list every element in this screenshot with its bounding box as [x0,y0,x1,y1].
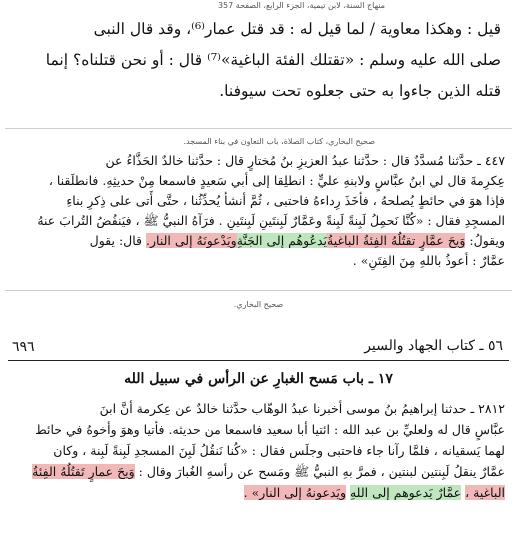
source-caption-minhaj: منهاج السنة، لابن تيمية، الجزء الرابع، الصفحة 357 [217,1,385,10]
text-segment: ويقولُ: [465,233,505,248]
text-line [9,231,505,251]
text-line: ٢٨١٢ ـ حدثنا إبراهيمُ بنُ موسى أخبرنا عبدُ الوهّاب حدَّثنا خالدٌ عن عِكرمة أنَّ ابنَ [99,401,505,416]
source-caption-bukhari-salat: صحيح البخاري، كتاب الصلاة، باب التعاون في بناء المسجد. [183,137,375,146]
highlight-red: وَيحَ عمَّارٍ تقتُلُهُ الفِئةُ الباغيةُ [327,233,466,248]
text-line: ٤٤٧ ـ حدَّثنا مُسدَّدٌ قال : حدَّثنا عبدُ العزيزِ بنُ مُختارٍ قال : حدَّثنا خالدٌ الحَذَّاءُ عن [105,153,505,168]
text-line: المسجِدِ فقال : «كُنَّا نَحمِلُ لَبِنةً لَبِنةً وعَمَّارٌ لَبِنتَينِ لَبِنتَينِ . فرَآهُ النبيُّ ﷺ ، فيَنفُضُ التُرابَ عنهُ [37,213,505,228]
paragraph-hadith-447 [9,151,505,271]
text-line: عمَّارٌ : أعوذُ باللهِ مِنَ الفِتَنِ» . [352,253,505,268]
text-line: قيل : وهكذا معاوية / لما قيل له : قد قتل عمار⁽⁶⁾، وقد قال النبى [93,20,501,38]
text-line: قتله الذين جاءوا به حتى جعلوه تحت سيوفنا. [219,82,501,100]
chapter-title: ١٧ ـ باب مَسح الغبارِ عن الرأس في سبيل الله [124,371,393,387]
text-line [9,461,505,482]
highlight-green: يَدعُوهُم إلى الجَنَّةِ [236,233,328,248]
text-line [9,482,505,503]
running-header: ٥٦ ـ كتاب الجهاد والسير [364,338,503,354]
section-divider [5,128,512,129]
highlight-red: ويَدعونهُ إلى النار» . [243,485,346,500]
text-line: صلى الله عليه وسلم : «تقتلك الفئة الباغية»⁽⁷⁾ قال : أو نحن قتلناه؟ إنما [45,51,501,69]
paragraph-minhaj [11,14,501,107]
text-line: فإذا هوَ في حائطٍ يُصلحهُ ، فأخَذَ رِداءهُ فاحتبى ، ثُمَّ أنشأ يُحدِّثُنا ، حتَّى أَتى على ذِكرِ بناءِ [66,193,505,208]
header-rule [8,360,509,361]
text-line: لهما يَسقيانه ، فلمَّا رآنا جاء فاحتبى وجلَس فقال : «كُنا نَنقُلُ لَبِنَ المسجدِ لَبِنةً لَبِنة ، وكان [53,443,505,458]
highlight-green: عمَّارٌ يَدعوهم إلى اللهِ [349,485,462,500]
section-divider [5,290,512,291]
highlight-red: وَيحَ عمارٍ تَقتُلُهُ الفِئةُ [32,464,135,479]
text-line: عبَّاسٍ قال له ولعليِّ بن عبد الله : ائتيا أبا سعيد فاسمعا من حديثه. فأتيا وهوَ وأخوهُ في حائط [35,422,505,437]
page-number: ٦٩٦ [12,339,35,355]
source-caption-bukhari: صحيح البخاري. [233,300,284,309]
text-line: عِكرِمةَ قال لي ابنُ عبَّاسٍ ولابنهِ عليٍّ : انطلِقا إلى أبي سَعيدٍ فاسمعا مِنْ حديثِهِ. فانطلَقنا ، [48,173,505,188]
highlight-red: ويَدْعونَهُ إلى النار. [146,233,237,248]
highlight-red: الباغية ، [465,485,505,500]
paragraph-hadith-2812 [9,398,505,503]
text-segment: قال: يقول [89,233,146,248]
text-segment: عمَّارٌ ينقلُ لَبِنتين لبنتين ، فمرَّ بهِ النبيُّ ﷺ ومَسح عن رأسهِ الغُبارَ وقال : [138,464,505,479]
